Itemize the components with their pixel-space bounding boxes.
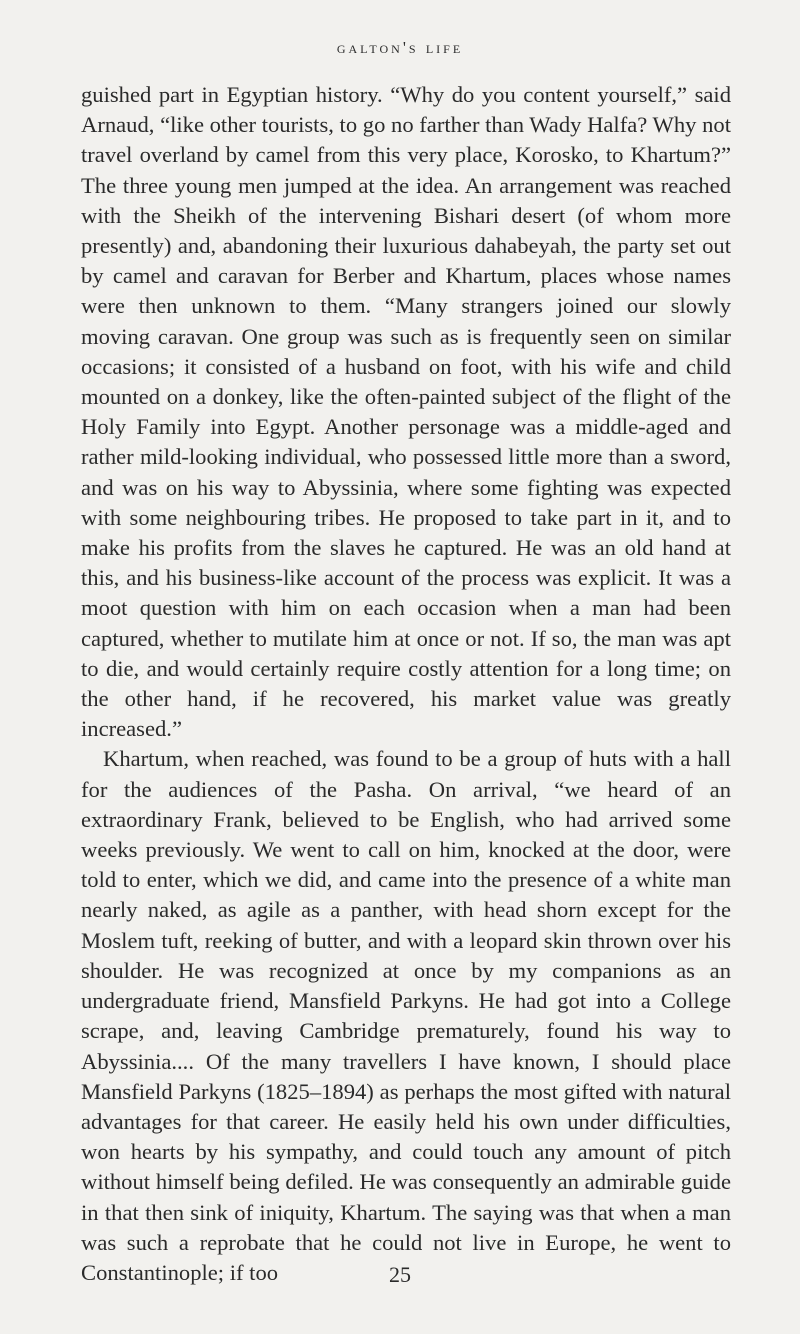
running-head: galton's life <box>336 38 464 57</box>
page-number: 25 <box>389 1262 411 1287</box>
paragraph-1: guished part in Egyptian history. “Why do you content yourself,” said Arnaud, “like other tourists, to go no farther than Wady Halfa? Why not travel overland by camel from this very place, Korosko, to Khartum?” The three young men jumped at the idea. An arrangement was reached with the Sheikh of the intervening Bishari desert (of whom more presently) and, abandoning their luxurious dahabeyah, the party set out by camel and caravan for Berber and Khartum, places whose names were then unknown to them. “Many strangers joined our slowly moving caravan. One group was such as is frequently seen on similar occasions; it consisted of a husband on foot, with his wife and child mounted on a donkey, like the often-painted subject of the flight of the Holy Family into Egypt. Another personage was a middle-aged and rather mild-looking individual, who possessed little more than a sword, and was on his way to Abyssinia, where some fighting was expected with some neighbouring tribes. He proposed to take part in it, and to make his profits from the slaves he captured. He was an old hand at this, and his business-like account of the process was explicit. It was a moot question with him on each occasion when a man had been captured, whether to mutilate him at once or not. If so, the man was apt to die, and would certainly require costly attention for a long time; on the other hand, if he recovered, his market value was greatly increased.” <box>81 82 731 742</box>
paragraph-2: Khartum, when reached, was found to be a group of huts with a hall for the audiences of the Pasha. On arrival, “we heard of an extraordinary Frank, believed to be English, who had arrived some weeks previously. We went to call on him, knocked at the door, were told to enter, which we did, and came into the presence of a white man nearly naked, as agile as a panther, with head shorn except for the Moslem tuft, reeking of butter, and with a leopard skin thrown over his shoulder. He was recognized at once by my companions as an undergraduate friend, Mansfield Parkyns. He had got into a College scrape, and, leaving Cambridge prematurely, found his way to Abyssinia.... Of the many travellers I have known, I should place Mansfield Parkyns (1825–1894) as perhaps the most gifted with natural advantages for that career. He easily held his own under difficulties, won hearts by his sympathy, and could touch any amount of pitch without himself being defiled. He was consequently an admirable guide in that then sink of iniquity, Khartum. The saying was that when a man was such a reprobate that he could not live in Europe, he went to Constantinople; if too <box>81 746 731 1285</box>
body-text <box>81 80 731 1288</box>
